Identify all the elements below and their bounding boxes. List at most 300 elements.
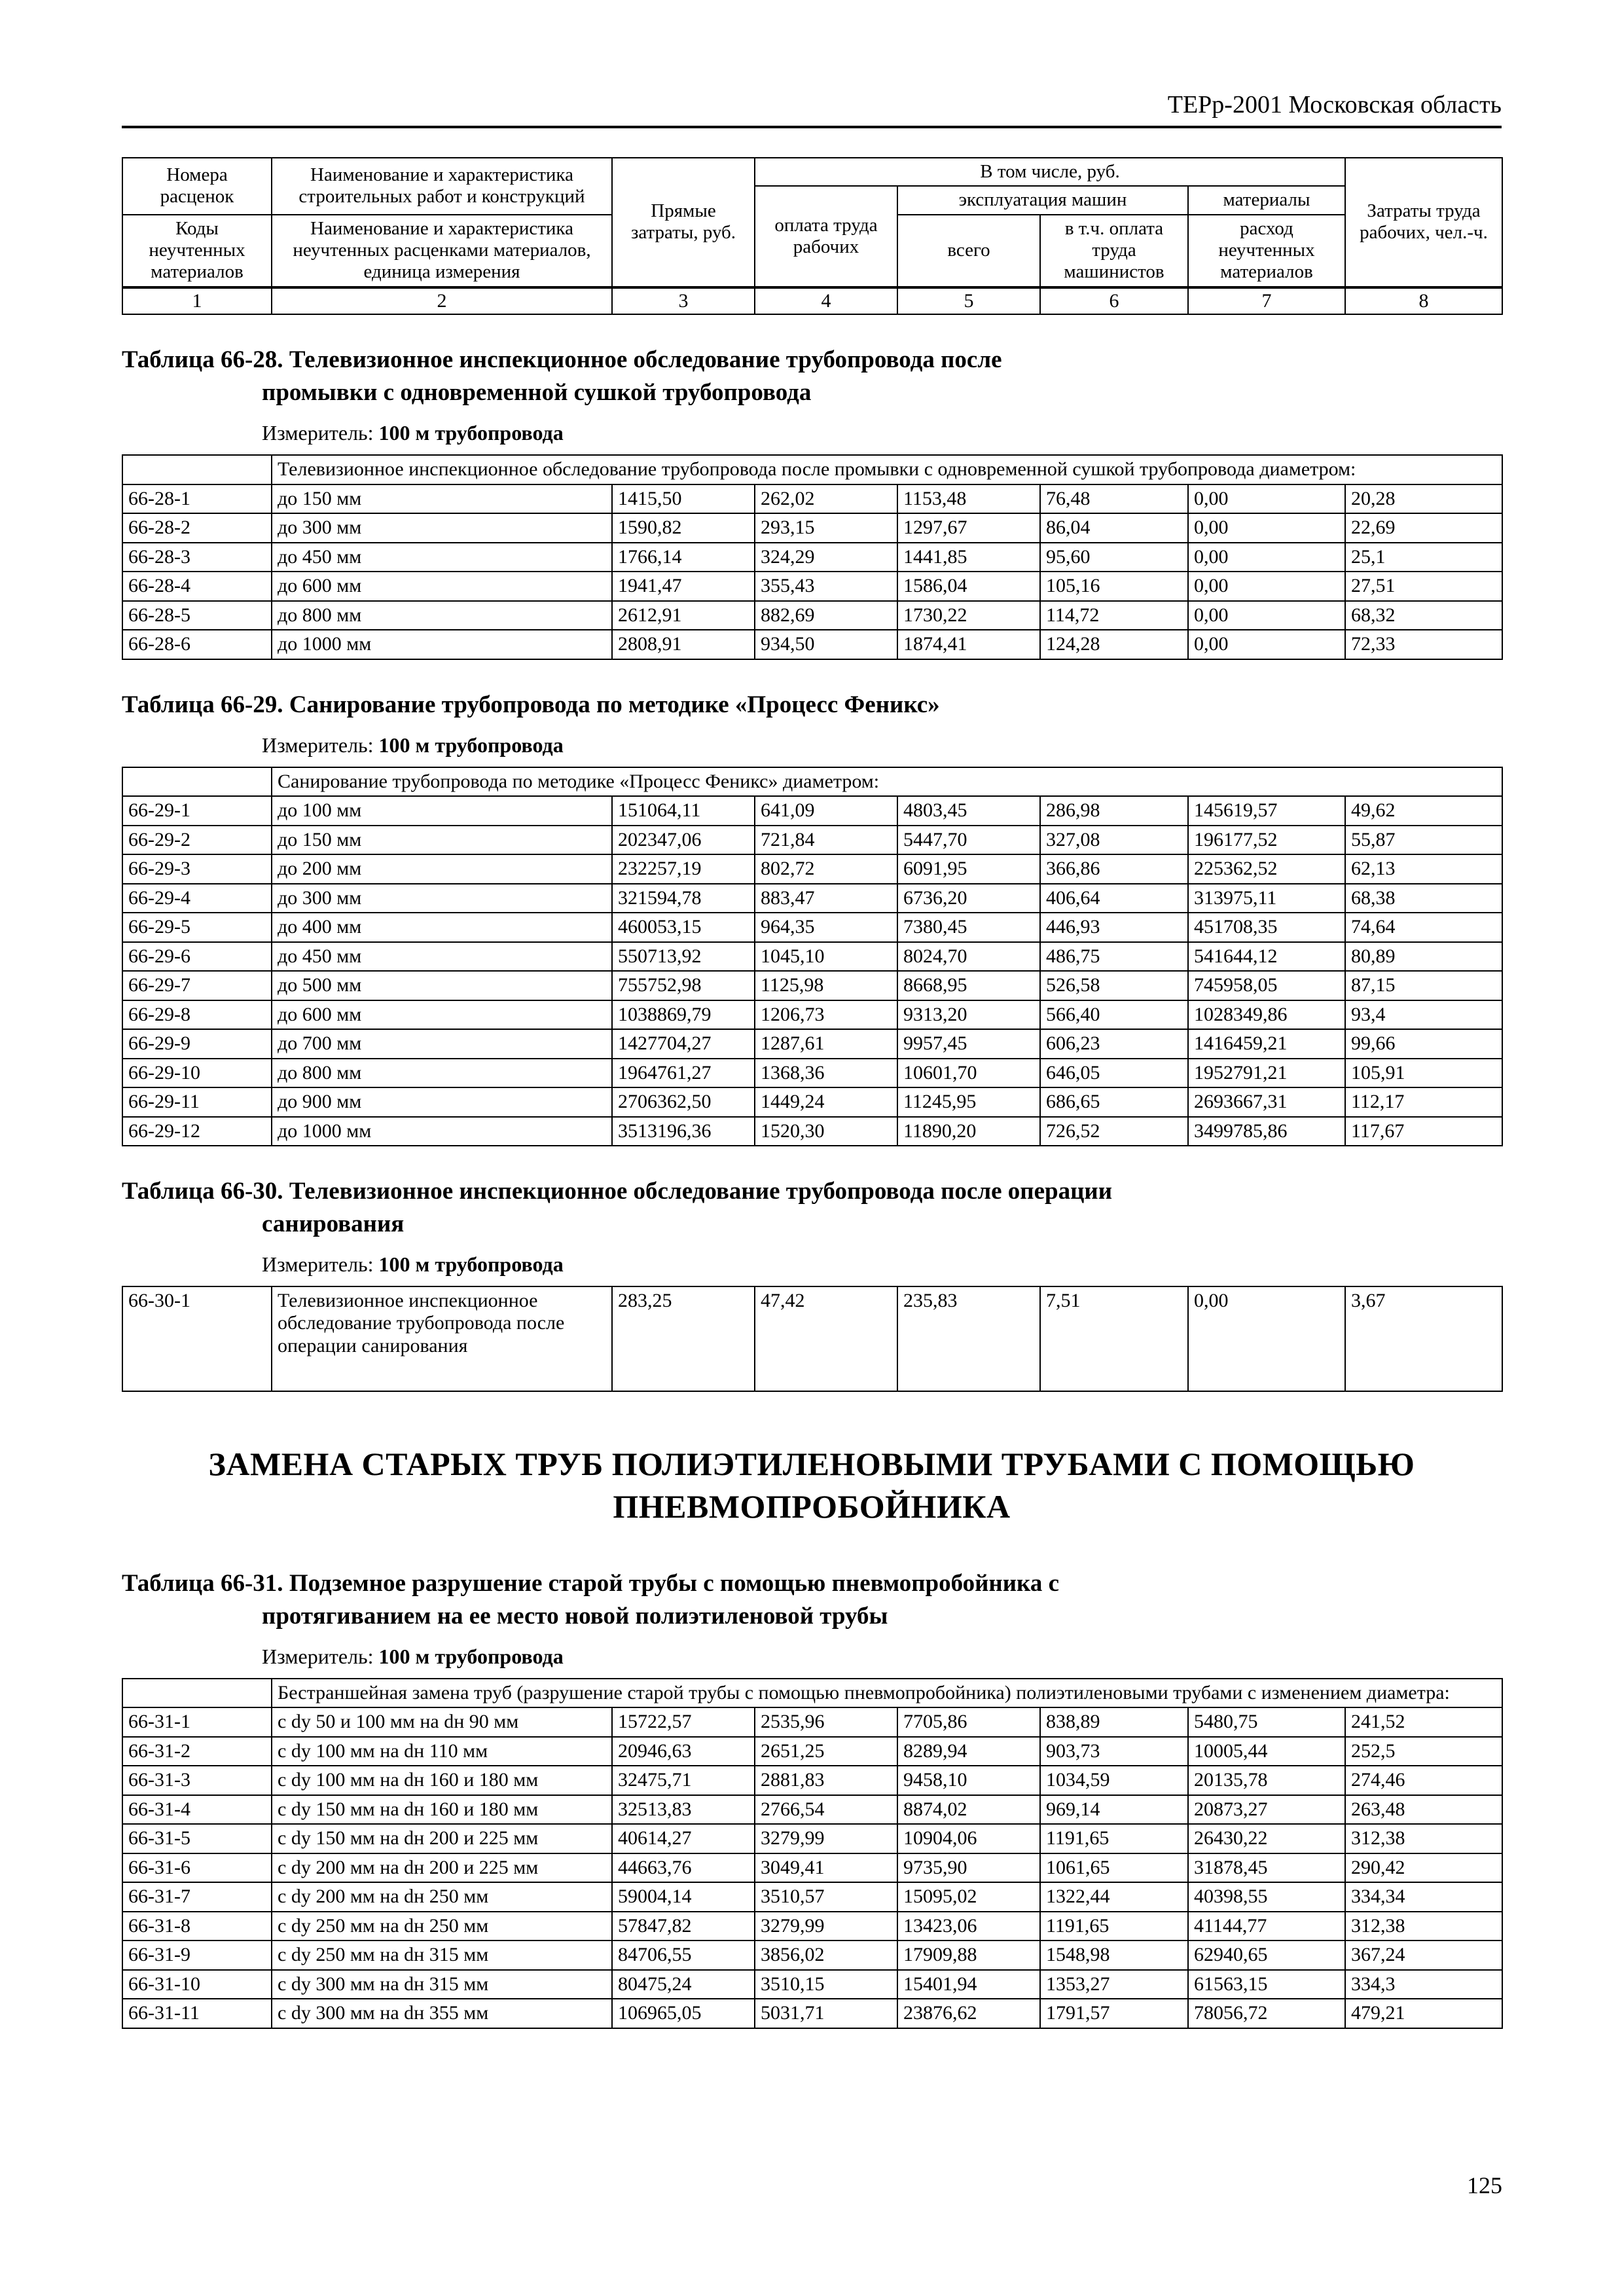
running-header bbox=[122, 92, 1502, 128]
value-operator-pay: 686,65 bbox=[1040, 1087, 1188, 1117]
rate-code: 66-31-1 bbox=[122, 1707, 272, 1737]
column-number-1: 1 bbox=[122, 287, 272, 315]
table-row bbox=[122, 826, 1502, 855]
value-materials: 1416459,21 bbox=[1188, 1029, 1345, 1059]
table-row bbox=[122, 630, 1502, 659]
column-number-8: 8 bbox=[1345, 287, 1502, 315]
header-cell-operator-pay: в т.ч. оплата труда машинистов bbox=[1040, 215, 1188, 287]
running-header-title: ТЕРр-2001 Московская область bbox=[1167, 91, 1502, 118]
value-direct-costs: 1941,47 bbox=[612, 572, 755, 601]
table-row bbox=[122, 1286, 1502, 1391]
table-caption-prefix: Таблица 66-29. bbox=[122, 691, 283, 718]
value-labor-pay: 1287,61 bbox=[755, 1029, 897, 1059]
value-labor-pay: 355,43 bbox=[755, 572, 897, 601]
measure-value: 100 м трубопровода bbox=[378, 1252, 564, 1276]
value-operator-pay: 838,89 bbox=[1040, 1707, 1188, 1737]
rate-description: до 100 мм bbox=[272, 796, 612, 826]
column-number-5: 5 bbox=[897, 287, 1040, 315]
rate-code: 66-29-10 bbox=[122, 1059, 272, 1088]
rate-code: 66-29-11 bbox=[122, 1087, 272, 1117]
table-row bbox=[122, 1766, 1502, 1795]
table-caption-prefix: Таблица 66-31. bbox=[122, 1569, 283, 1597]
value-direct-costs: 1038869,79 bbox=[612, 1000, 755, 1030]
value-materials: 0,00 bbox=[1188, 601, 1345, 630]
value-labor-pay: 1045,10 bbox=[755, 942, 897, 972]
value-machines-total: 1153,48 bbox=[897, 484, 1040, 514]
table-row bbox=[122, 1970, 1502, 1999]
table-row bbox=[122, 484, 1502, 514]
value-direct-costs: 460053,15 bbox=[612, 913, 755, 942]
rate-description: с dу 300 мм на dн 355 мм bbox=[272, 1999, 612, 2028]
value-direct-costs: 151064,11 bbox=[612, 796, 755, 826]
value-direct-costs: 80475,24 bbox=[612, 1970, 755, 1999]
table-row bbox=[122, 913, 1502, 942]
page-number: 125 bbox=[1467, 2172, 1502, 2198]
value-operator-pay: 114,72 bbox=[1040, 601, 1188, 630]
section-heading: ЗАМЕНА СТАРЫХ ТРУБ ПОЛИЭТИЛЕНОВЫМИ ТРУБАМИ С ПОМОЩЬЮ ПНЕВМОПРОБОЙНИКА bbox=[208, 1445, 1415, 1525]
rate-table-66-28 bbox=[122, 454, 1503, 660]
value-labor-costs: 20,28 bbox=[1345, 484, 1502, 514]
value-operator-pay: 606,23 bbox=[1040, 1029, 1188, 1059]
value-labor-costs: 334,34 bbox=[1345, 1882, 1502, 1912]
value-labor-costs: 68,38 bbox=[1345, 884, 1502, 913]
rate-description: до 300 мм bbox=[272, 884, 612, 913]
measure-line-66-31 bbox=[262, 1645, 1502, 1669]
rate-description: с dу 300 мм на dн 315 мм bbox=[272, 1970, 612, 1999]
value-direct-costs: 3513196,36 bbox=[612, 1117, 755, 1146]
measure-value: 100 м трубопровода bbox=[378, 733, 564, 757]
value-direct-costs: 755752,98 bbox=[612, 971, 755, 1000]
table-row bbox=[122, 1737, 1502, 1766]
rate-code: 66-28-1 bbox=[122, 484, 272, 514]
value-materials: 5480,75 bbox=[1188, 1707, 1345, 1737]
value-operator-pay: 1322,44 bbox=[1040, 1882, 1188, 1912]
value-machines-total: 9458,10 bbox=[897, 1766, 1040, 1795]
value-labor-costs: 290,42 bbox=[1345, 1853, 1502, 1883]
rate-description: с dу 250 мм на dн 315 мм bbox=[272, 1941, 612, 1970]
value-operator-pay: 95,60 bbox=[1040, 543, 1188, 572]
value-labor-pay: 1206,73 bbox=[755, 1000, 897, 1030]
table-row bbox=[122, 1941, 1502, 1970]
value-labor-costs: 55,87 bbox=[1345, 826, 1502, 855]
rate-table-66-29 bbox=[122, 767, 1503, 1147]
rate-code: 66-29-8 bbox=[122, 1000, 272, 1030]
rate-code: 66-29-1 bbox=[122, 796, 272, 826]
header-cell-machines-total: всего bbox=[897, 215, 1040, 287]
rate-description: с dу 100 мм на dн 110 мм bbox=[272, 1737, 612, 1766]
measure-line-66-29 bbox=[262, 733, 1502, 757]
measure-label: Измеритель: bbox=[262, 1252, 374, 1276]
value-labor-costs: 241,52 bbox=[1345, 1707, 1502, 1737]
value-labor-costs: 93,4 bbox=[1345, 1000, 1502, 1030]
value-labor-pay: 1368,36 bbox=[755, 1059, 897, 1088]
value-operator-pay: 486,75 bbox=[1040, 942, 1188, 972]
rate-code: 66-31-7 bbox=[122, 1882, 272, 1912]
value-materials: 0,00 bbox=[1188, 484, 1345, 514]
column-number-2: 2 bbox=[272, 287, 612, 315]
measure-line-66-30 bbox=[262, 1252, 1502, 1277]
table-row bbox=[122, 1882, 1502, 1912]
value-direct-costs: 15722,57 bbox=[612, 1707, 755, 1737]
value-labor-pay: 3279,99 bbox=[755, 1912, 897, 1941]
value-direct-costs: 106965,05 bbox=[612, 1999, 755, 2028]
rate-code: 66-28-2 bbox=[122, 513, 272, 543]
value-machines-total: 7705,86 bbox=[897, 1707, 1040, 1737]
rate-code: 66-31-4 bbox=[122, 1795, 272, 1825]
measure-value: 100 м трубопровода bbox=[378, 1644, 564, 1668]
header-cell-machines: эксплуатация машин bbox=[897, 186, 1188, 214]
value-labor-pay: 293,15 bbox=[755, 513, 897, 543]
header-cell-materials-consumption: расход неучтенных материалов bbox=[1188, 215, 1345, 287]
value-machines-total: 17909,88 bbox=[897, 1941, 1040, 1970]
rate-description: до 450 мм bbox=[272, 942, 612, 972]
value-operator-pay: 1191,65 bbox=[1040, 1824, 1188, 1853]
rate-code: 66-31-6 bbox=[122, 1853, 272, 1883]
value-materials: 20135,78 bbox=[1188, 1766, 1345, 1795]
value-direct-costs: 1427704,27 bbox=[612, 1029, 755, 1059]
value-materials: 10005,44 bbox=[1188, 1737, 1345, 1766]
table-caption-line2: санирования bbox=[262, 1210, 405, 1237]
value-operator-pay: 1191,65 bbox=[1040, 1912, 1188, 1941]
value-materials: 541644,12 bbox=[1188, 942, 1345, 972]
value-labor-costs: 367,24 bbox=[1345, 1941, 1502, 1970]
value-labor-pay: 324,29 bbox=[755, 543, 897, 572]
value-machines-total: 8289,94 bbox=[897, 1737, 1040, 1766]
measure-label: Измеритель: bbox=[262, 1644, 374, 1668]
measure-value: 100 м трубопровода bbox=[378, 421, 564, 445]
column-number-4: 4 bbox=[755, 287, 897, 315]
value-labor-pay: 1449,24 bbox=[755, 1087, 897, 1117]
rate-code: 66-29-2 bbox=[122, 826, 272, 855]
value-labor-pay: 1520,30 bbox=[755, 1117, 897, 1146]
rate-description: с dу 200 мм на dн 250 мм bbox=[272, 1882, 612, 1912]
value-machines-total: 9957,45 bbox=[897, 1029, 1040, 1059]
group-title-row bbox=[122, 455, 1502, 484]
rate-code: 66-29-6 bbox=[122, 942, 272, 972]
rate-code: 66-29-4 bbox=[122, 884, 272, 913]
rate-description: до 400 мм bbox=[272, 913, 612, 942]
value-labor-pay: 1125,98 bbox=[755, 971, 897, 1000]
value-machines-total: 4803,45 bbox=[897, 796, 1040, 826]
rate-code: 66-31-10 bbox=[122, 1970, 272, 1999]
value-operator-pay: 969,14 bbox=[1040, 1795, 1188, 1825]
value-operator-pay: 105,16 bbox=[1040, 572, 1188, 601]
value-materials: 0,00 bbox=[1188, 543, 1345, 572]
value-labor-costs: 252,5 bbox=[1345, 1737, 1502, 1766]
value-labor-costs: 27,51 bbox=[1345, 572, 1502, 601]
value-machines-total: 11890,20 bbox=[897, 1117, 1040, 1146]
rate-description: до 150 мм bbox=[272, 826, 612, 855]
value-operator-pay: 327,08 bbox=[1040, 826, 1188, 855]
value-operator-pay: 86,04 bbox=[1040, 513, 1188, 543]
rate-description: до 200 мм bbox=[272, 854, 612, 884]
value-materials: 745958,05 bbox=[1188, 971, 1345, 1000]
value-materials: 196177,52 bbox=[1188, 826, 1345, 855]
value-machines-total: 1586,04 bbox=[897, 572, 1040, 601]
value-labor-pay: 2766,54 bbox=[755, 1795, 897, 1825]
value-materials: 78056,72 bbox=[1188, 1999, 1345, 2028]
rate-code: 66-28-6 bbox=[122, 630, 272, 659]
rate-code: 66-30-1 bbox=[122, 1286, 272, 1391]
table-caption-66-30 bbox=[122, 1175, 1502, 1241]
value-direct-costs: 20946,63 bbox=[612, 1737, 755, 1766]
column-number-7: 7 bbox=[1188, 287, 1345, 315]
value-materials: 0,00 bbox=[1188, 572, 1345, 601]
rate-description: с dу 150 мм на dн 160 и 180 мм bbox=[272, 1795, 612, 1825]
value-direct-costs: 1766,14 bbox=[612, 543, 755, 572]
value-materials: 61563,15 bbox=[1188, 1970, 1345, 1999]
value-machines-total: 9313,20 bbox=[897, 1000, 1040, 1030]
value-materials: 145619,57 bbox=[1188, 796, 1345, 826]
measure-line-66-28 bbox=[262, 421, 1502, 445]
rate-description: до 900 мм bbox=[272, 1087, 612, 1117]
value-operator-pay: 1791,57 bbox=[1040, 1999, 1188, 2028]
table-caption-line1: Санирование трубопровода по методике «Процесс Феникс» bbox=[283, 691, 940, 718]
table-row bbox=[122, 1087, 1502, 1117]
rate-description: до 800 мм bbox=[272, 601, 612, 630]
value-labor-pay: 883,47 bbox=[755, 884, 897, 913]
value-operator-pay: 446,93 bbox=[1040, 913, 1188, 942]
value-labor-pay: 641,09 bbox=[755, 796, 897, 826]
value-materials: 2693667,31 bbox=[1188, 1087, 1345, 1117]
group-title-empty-cell bbox=[122, 455, 272, 484]
table-caption-line1: Телевизионное инспекционное обследование трубопровода после bbox=[283, 346, 1002, 374]
rate-table-66-31 bbox=[122, 1678, 1503, 2029]
table-caption-66-28 bbox=[122, 344, 1502, 409]
value-machines-total: 7380,45 bbox=[897, 913, 1040, 942]
value-labor-pay: 3049,41 bbox=[755, 1853, 897, 1883]
value-operator-pay: 7,51 bbox=[1040, 1286, 1188, 1391]
value-operator-pay: 124,28 bbox=[1040, 630, 1188, 659]
value-labor-costs: 263,48 bbox=[1345, 1795, 1502, 1825]
table-caption-line2: промывки с одновременной сушкой трубопровода bbox=[262, 379, 812, 407]
rate-code: 66-31-8 bbox=[122, 1912, 272, 1941]
header-cell-labor-pay: оплата труда рабочих bbox=[755, 186, 897, 287]
value-labor-costs: 74,64 bbox=[1345, 913, 1502, 942]
value-labor-pay: 3510,57 bbox=[755, 1882, 897, 1912]
value-direct-costs: 44663,76 bbox=[612, 1853, 755, 1883]
rate-code: 66-29-12 bbox=[122, 1117, 272, 1146]
value-labor-pay: 2535,96 bbox=[755, 1707, 897, 1737]
value-operator-pay: 366,86 bbox=[1040, 854, 1188, 884]
value-direct-costs: 283,25 bbox=[612, 1286, 755, 1391]
table-row bbox=[122, 854, 1502, 884]
header-cell-labor-costs: Затраты труда рабочих, чел.-ч. bbox=[1345, 158, 1502, 287]
rate-code: 66-28-3 bbox=[122, 543, 272, 572]
value-machines-total: 1441,85 bbox=[897, 543, 1040, 572]
value-labor-pay: 964,35 bbox=[755, 913, 897, 942]
rate-description: с dу 200 мм на dн 200 и 225 мм bbox=[272, 1853, 612, 1883]
value-labor-costs: 80,89 bbox=[1345, 942, 1502, 972]
value-labor-costs: 22,69 bbox=[1345, 513, 1502, 543]
value-labor-pay: 2881,83 bbox=[755, 1766, 897, 1795]
value-materials: 1028349,86 bbox=[1188, 1000, 1345, 1030]
value-operator-pay: 726,52 bbox=[1040, 1117, 1188, 1146]
value-machines-total: 8874,02 bbox=[897, 1795, 1040, 1825]
value-labor-costs: 25,1 bbox=[1345, 543, 1502, 572]
value-labor-pay: 934,50 bbox=[755, 630, 897, 659]
value-labor-costs: 72,33 bbox=[1345, 630, 1502, 659]
rate-description: Телевизионное инспекционное обследование трубопровода после операции санирования bbox=[272, 1286, 612, 1391]
table-row bbox=[122, 1824, 1502, 1853]
value-direct-costs: 321594,78 bbox=[612, 884, 755, 913]
group-title-text: Телевизионное инспекционное обследование трубопровода после промывки с одновременной сушкой трубопровода диаметром: bbox=[272, 455, 1502, 484]
value-direct-costs: 57847,82 bbox=[612, 1912, 755, 1941]
value-machines-total: 10601,70 bbox=[897, 1059, 1040, 1088]
group-title-empty-cell bbox=[122, 1679, 272, 1708]
table-caption-line1: Телевизионное инспекционное обследование трубопровода после операции bbox=[283, 1178, 1113, 1205]
rate-description: до 1000 мм bbox=[272, 1117, 612, 1146]
value-materials: 20873,27 bbox=[1188, 1795, 1345, 1825]
rate-description: до 150 мм bbox=[272, 484, 612, 514]
value-labor-costs: 49,62 bbox=[1345, 796, 1502, 826]
value-materials: 41144,77 bbox=[1188, 1912, 1345, 1941]
table-row bbox=[122, 1912, 1502, 1941]
value-machines-total: 8668,95 bbox=[897, 971, 1040, 1000]
group-title-empty-cell bbox=[122, 767, 272, 797]
rate-description: с dу 50 и 100 мм на dн 90 мм bbox=[272, 1707, 612, 1737]
rate-code: 66-29-3 bbox=[122, 854, 272, 884]
group-title-text: Бестраншейная замена труб (разрушение старой трубы с помощью пневмопробойника) полиэтиленовыми трубами с изменением диаметра: bbox=[272, 1679, 1502, 1708]
value-direct-costs: 202347,06 bbox=[612, 826, 755, 855]
group-title-row bbox=[122, 1679, 1502, 1708]
value-labor-pay: 2651,25 bbox=[755, 1737, 897, 1766]
value-operator-pay: 1034,59 bbox=[1040, 1766, 1188, 1795]
value-operator-pay: 1548,98 bbox=[1040, 1941, 1188, 1970]
value-materials: 40398,55 bbox=[1188, 1882, 1345, 1912]
rate-code: 66-31-3 bbox=[122, 1766, 272, 1795]
value-machines-total: 1874,41 bbox=[897, 630, 1040, 659]
value-labor-pay: 3510,15 bbox=[755, 1970, 897, 1999]
value-materials: 0,00 bbox=[1188, 513, 1345, 543]
value-operator-pay: 1353,27 bbox=[1040, 1970, 1188, 1999]
rate-code: 66-31-5 bbox=[122, 1824, 272, 1853]
table-row bbox=[122, 971, 1502, 1000]
value-labor-costs: 112,17 bbox=[1345, 1087, 1502, 1117]
value-direct-costs: 1964761,27 bbox=[612, 1059, 755, 1088]
group-title-text: Санирование трубопровода по методике «Процесс Феникс» диаметром: bbox=[272, 767, 1502, 797]
value-machines-total: 5447,70 bbox=[897, 826, 1040, 855]
table-row bbox=[122, 1117, 1502, 1146]
value-materials: 313975,11 bbox=[1188, 884, 1345, 913]
value-labor-pay: 721,84 bbox=[755, 826, 897, 855]
rate-description: до 600 мм bbox=[272, 572, 612, 601]
column-number-3: 3 bbox=[612, 287, 755, 315]
header-row-numbers bbox=[122, 287, 1502, 315]
table-row bbox=[122, 1000, 1502, 1030]
table-caption-line2: протягиванием на ее место новой полиэтиленовой трубы bbox=[262, 1602, 888, 1630]
value-operator-pay: 76,48 bbox=[1040, 484, 1188, 514]
rate-description: до 450 мм bbox=[272, 543, 612, 572]
value-labor-costs: 479,21 bbox=[1345, 1999, 1502, 2028]
header-row-1 bbox=[122, 158, 1502, 186]
rate-table-66-30 bbox=[122, 1286, 1503, 1392]
rate-code: 66-31-9 bbox=[122, 1941, 272, 1970]
value-operator-pay: 646,05 bbox=[1040, 1059, 1188, 1088]
table-row bbox=[122, 1853, 1502, 1883]
table-row bbox=[122, 942, 1502, 972]
header-cell-direct-costs: Прямые затраты, руб. bbox=[612, 158, 755, 287]
rate-description: с dу 150 мм на dн 200 и 225 мм bbox=[272, 1824, 612, 1853]
value-machines-total: 15401,94 bbox=[897, 1970, 1040, 1999]
header-cell-works-name: Наименование и характеристика строительных работ и конструкций bbox=[272, 158, 612, 215]
page-content bbox=[122, 157, 1502, 2029]
table-row bbox=[122, 796, 1502, 826]
table-caption-66-31 bbox=[122, 1567, 1502, 1633]
value-materials: 225362,52 bbox=[1188, 854, 1345, 884]
value-labor-pay: 802,72 bbox=[755, 854, 897, 884]
value-materials: 3499785,86 bbox=[1188, 1117, 1345, 1146]
value-machines-total: 15095,02 bbox=[897, 1882, 1040, 1912]
header-cell-materials: материалы bbox=[1188, 186, 1345, 214]
value-labor-costs: 117,67 bbox=[1345, 1117, 1502, 1146]
value-direct-costs: 2706362,50 bbox=[612, 1087, 755, 1117]
table-caption-prefix: Таблица 66-30. bbox=[122, 1178, 283, 1205]
value-materials: 451708,35 bbox=[1188, 913, 1345, 942]
value-materials: 1952791,21 bbox=[1188, 1059, 1345, 1088]
value-direct-costs: 59004,14 bbox=[612, 1882, 755, 1912]
value-materials: 0,00 bbox=[1188, 630, 1345, 659]
table-caption-66-29 bbox=[122, 689, 1502, 721]
table-row bbox=[122, 1795, 1502, 1825]
value-direct-costs: 1415,50 bbox=[612, 484, 755, 514]
rate-code: 66-31-2 bbox=[122, 1737, 272, 1766]
value-direct-costs: 84706,55 bbox=[612, 1941, 755, 1970]
value-direct-costs: 1590,82 bbox=[612, 513, 755, 543]
header-cell-rate-numbers: Номера расценок bbox=[122, 158, 272, 215]
value-labor-pay: 882,69 bbox=[755, 601, 897, 630]
value-machines-total: 6091,95 bbox=[897, 854, 1040, 884]
table-row bbox=[122, 513, 1502, 543]
value-machines-total: 1297,67 bbox=[897, 513, 1040, 543]
rate-description: до 1000 мм bbox=[272, 630, 612, 659]
value-direct-costs: 232257,19 bbox=[612, 854, 755, 884]
table-row bbox=[122, 543, 1502, 572]
rate-code: 66-28-4 bbox=[122, 572, 272, 601]
rate-description: до 700 мм bbox=[272, 1029, 612, 1059]
value-labor-pay: 3279,99 bbox=[755, 1824, 897, 1853]
header-cell-in-which: В том числе, руб. bbox=[755, 158, 1345, 186]
value-machines-total: 13423,06 bbox=[897, 1912, 1040, 1941]
rate-code: 66-28-5 bbox=[122, 601, 272, 630]
value-operator-pay: 526,58 bbox=[1040, 971, 1188, 1000]
rate-code: 66-31-11 bbox=[122, 1999, 272, 2028]
value-labor-costs: 334,3 bbox=[1345, 1970, 1502, 1999]
rate-code: 66-29-9 bbox=[122, 1029, 272, 1059]
value-machines-total: 9735,90 bbox=[897, 1853, 1040, 1883]
group-title-row bbox=[122, 767, 1502, 797]
value-operator-pay: 903,73 bbox=[1040, 1737, 1188, 1766]
value-direct-costs: 550713,92 bbox=[612, 942, 755, 972]
measure-label: Измеритель: bbox=[262, 421, 374, 445]
rate-description: до 600 мм bbox=[272, 1000, 612, 1030]
value-machines-total: 8024,70 bbox=[897, 942, 1040, 972]
value-labor-costs: 3,67 bbox=[1345, 1286, 1502, 1391]
measure-label: Измеритель: bbox=[262, 733, 374, 757]
value-machines-total: 10904,06 bbox=[897, 1824, 1040, 1853]
value-operator-pay: 1061,65 bbox=[1040, 1853, 1188, 1883]
value-labor-costs: 312,38 bbox=[1345, 1824, 1502, 1853]
value-operator-pay: 566,40 bbox=[1040, 1000, 1188, 1030]
value-machines-total: 1730,22 bbox=[897, 601, 1040, 630]
value-direct-costs: 2612,91 bbox=[612, 601, 755, 630]
value-machines-total: 6736,20 bbox=[897, 884, 1040, 913]
value-labor-pay: 5031,71 bbox=[755, 1999, 897, 2028]
table-row bbox=[122, 572, 1502, 601]
rate-description: до 500 мм bbox=[272, 971, 612, 1000]
value-materials: 62940,65 bbox=[1188, 1941, 1345, 1970]
value-materials: 31878,45 bbox=[1188, 1853, 1345, 1883]
